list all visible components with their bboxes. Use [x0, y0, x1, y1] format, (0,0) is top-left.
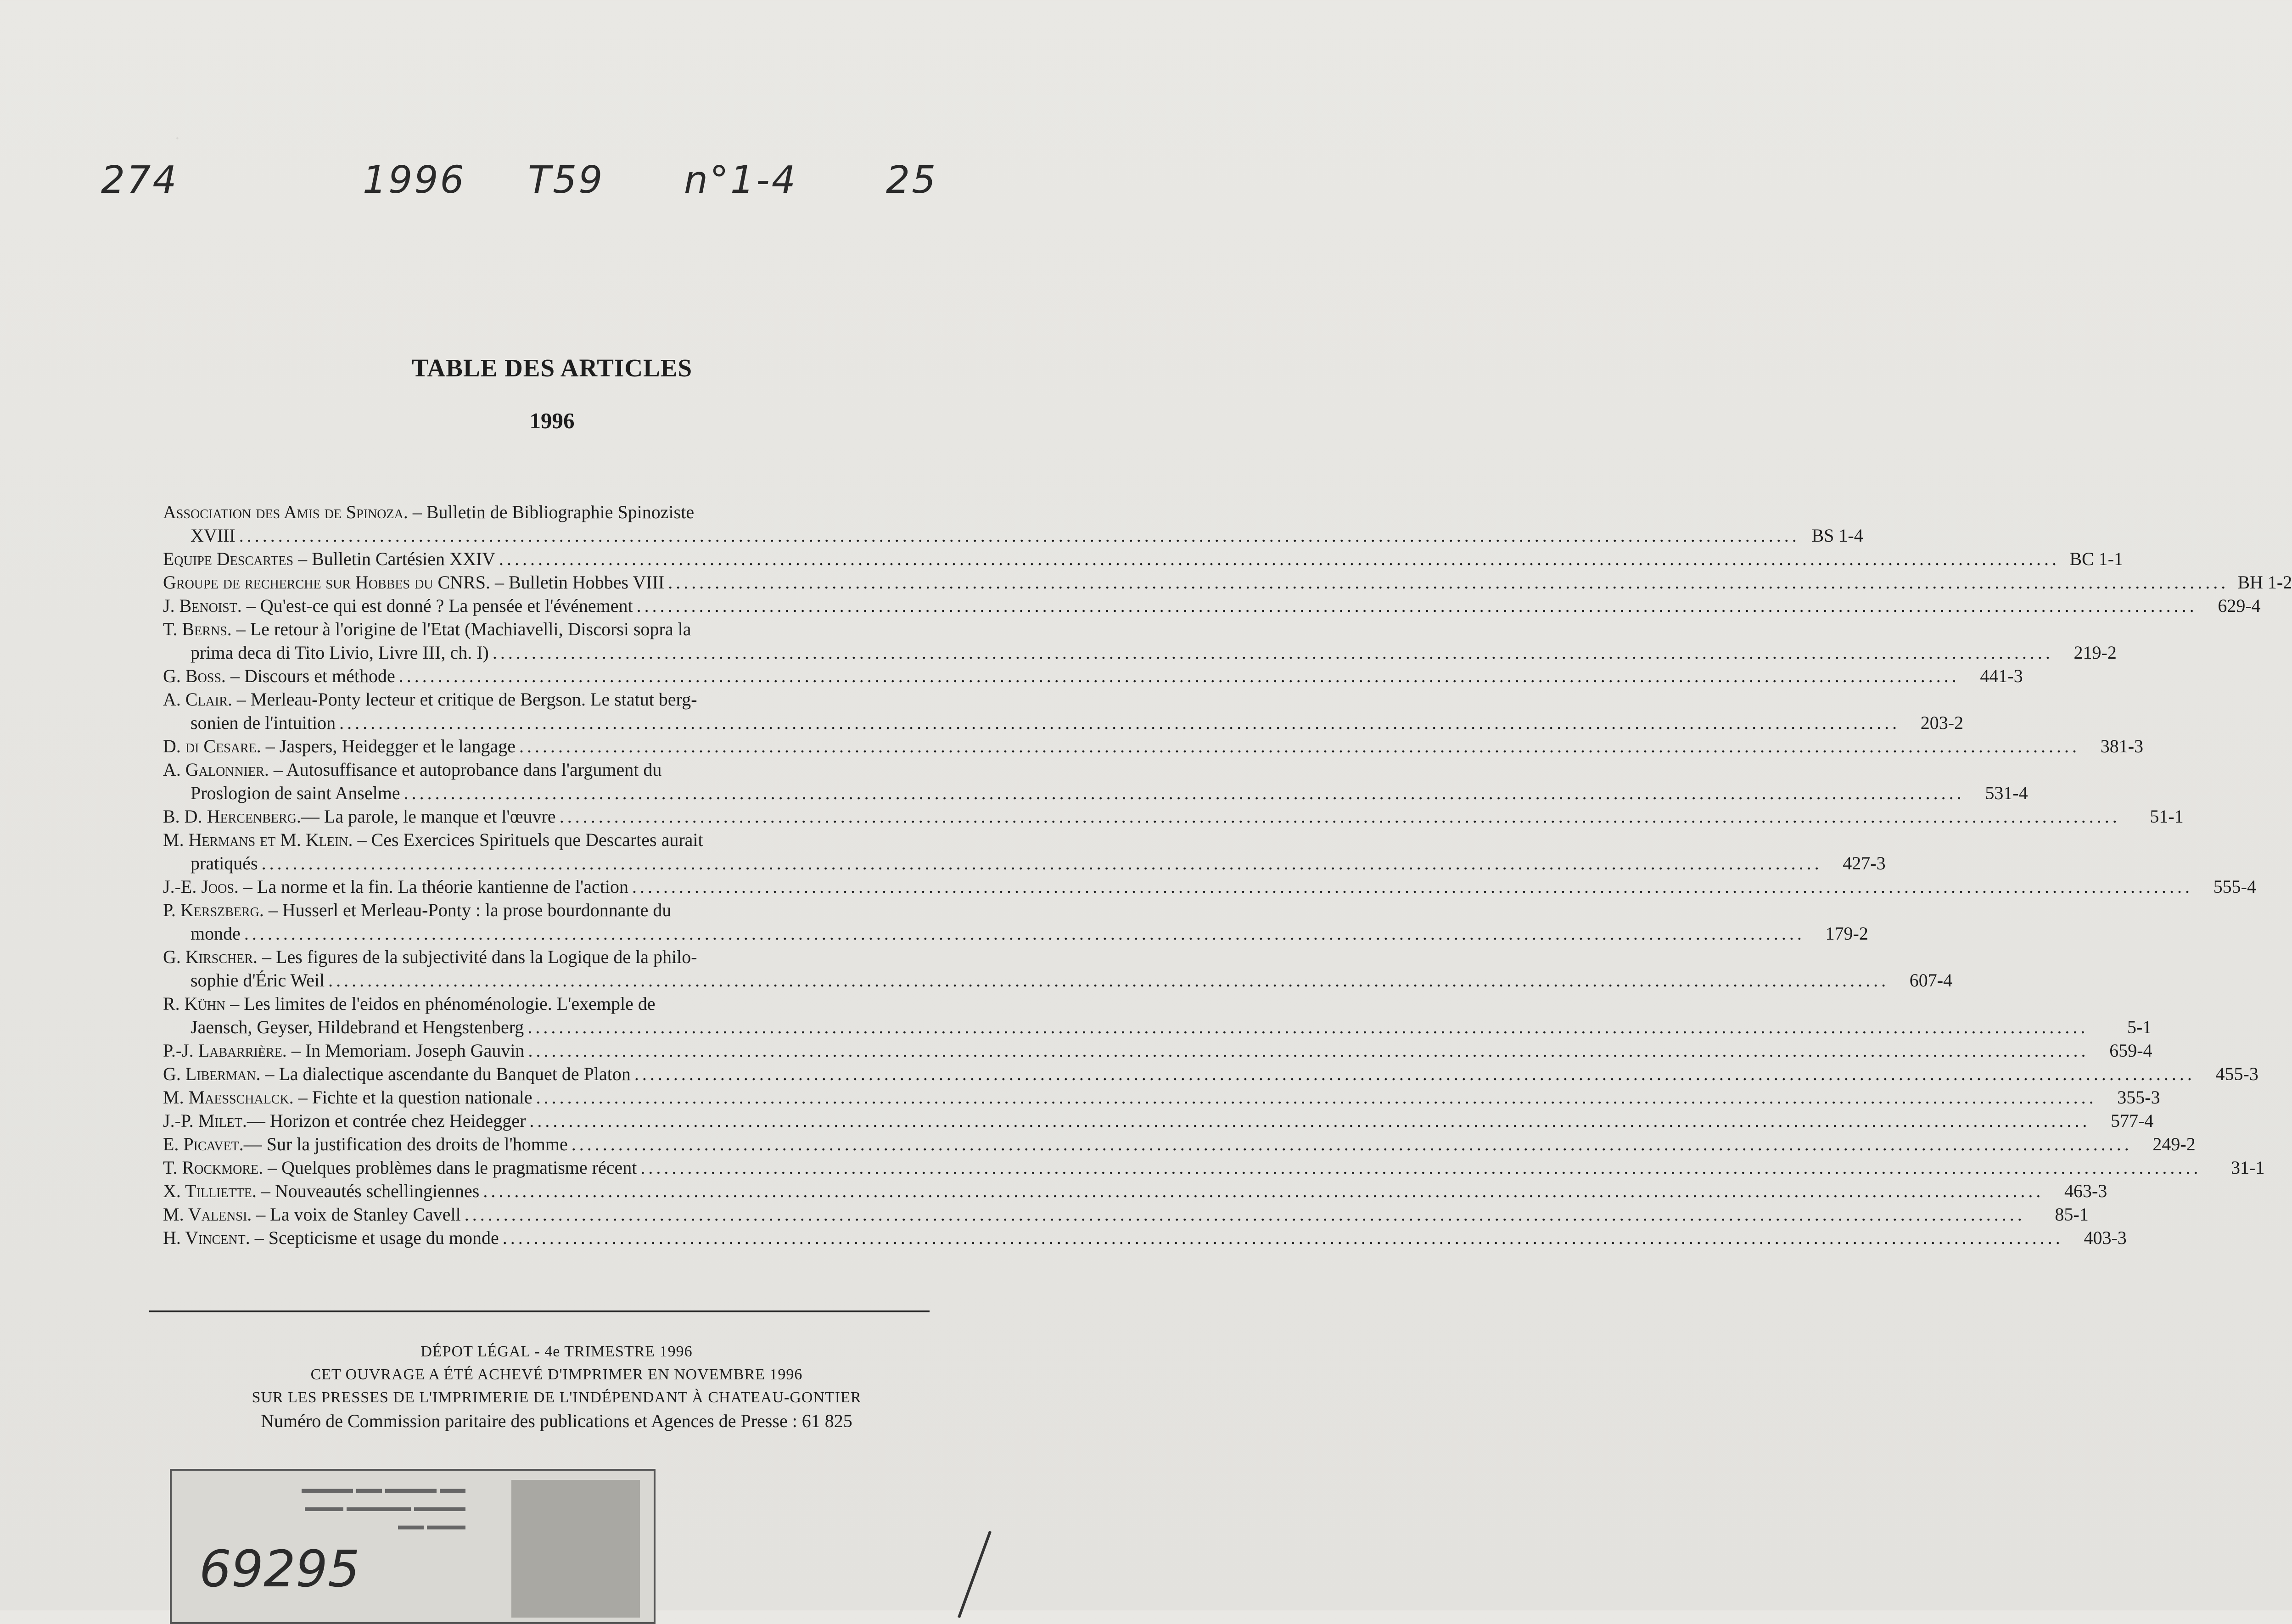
toc-author: H. Vincent.: [163, 1227, 250, 1248]
toc-page: 463-3: [2064, 1181, 2107, 1201]
toc-title: – Quelques problèmes dans le pragmatisme récent: [263, 1157, 637, 1178]
toc-leader: ........................................................................................................................................................................................................: [519, 736, 2080, 756]
toc-author: P.-J. Labarrière.: [163, 1040, 287, 1061]
toc-title: – Discours et méthode: [225, 666, 395, 686]
toc-title: — La parole, le manque et l'œuvre: [301, 806, 556, 827]
toc-title: — Sur la justification des droits de l'homme: [243, 1134, 568, 1154]
toc-page: 531-4: [1985, 783, 2028, 803]
toc-leader: ........................................................................................................................................................................................................: [527, 1017, 2089, 1037]
toc-entry: [163, 688, 1964, 734]
toc-leader: ........................................................................................................................................................................................................: [632, 876, 2193, 897]
toc-title: – La voix de Stanley Cavell: [252, 1204, 461, 1225]
toc-title-continued: pratiqués: [191, 853, 258, 874]
divider: [149, 1310, 930, 1312]
toc-entry: [163, 992, 2152, 1039]
toc-author: B. D. Hercenberg.: [163, 806, 301, 827]
toc-entry: [163, 1179, 2107, 1203]
toc-author: A. Clair.: [163, 689, 232, 710]
toc-page: 203-2: [1920, 712, 1964, 733]
toc-title: – Nouveautés schellingiennes: [256, 1181, 480, 1201]
toc-entry: [163, 945, 1953, 992]
toc-page: 5-1: [2127, 1017, 2152, 1037]
toc-title: – La dialectique ascendante du Banquet de Platon: [260, 1064, 631, 1084]
handwritten-left-number: 274: [101, 158, 179, 202]
toc-leader: ........................................................................................................................................................................................................: [403, 783, 1965, 803]
toc-entry: [163, 1132, 2196, 1156]
toc-author: J.-E. Joos.: [163, 876, 239, 897]
toc-leader: ........................................................................................................................................................................................................: [398, 666, 1960, 686]
toc-page: BS 1-4: [1811, 525, 1863, 546]
printer: SUR LES PRESSES DE L'IMPRIMERIE DE L'INDÉPENDANT À CHATEAU-GONTIER: [252, 1389, 862, 1406]
toc-leader: ........................................................................................................................................................................................................: [339, 712, 1900, 733]
toc-title: – Bulletin Cartésien XXIV: [293, 549, 496, 569]
colophon: [0, 1340, 998, 1433]
toc-entry: [163, 805, 2184, 828]
toc-title-continued: Proslogion de saint Anselme: [191, 783, 400, 803]
toc-title-continued: sophie d'Éric Weil: [191, 970, 325, 991]
toc-entry: [163, 594, 2261, 617]
toc-entry: [163, 1086, 2160, 1109]
toc-title: – Les figures de la subjectivité dans la Logique de la philo-: [258, 946, 697, 967]
toc-title-continued: prima deca di Tito Livio, Livre III, ch. I): [191, 642, 489, 663]
toc-author: M. Maesschalck.: [163, 1087, 294, 1108]
stamp-number: 69295: [199, 1540, 360, 1598]
toc-entry: [163, 617, 2117, 664]
toc-page: 381-3: [2100, 736, 2144, 756]
toc-title: – Merleau-Ponty lecteur et critique de Bergson. Le statut berg-: [232, 689, 697, 710]
toc-leader: ........................................................................................................................................................................................................: [528, 1040, 2089, 1061]
title-block: [0, 353, 998, 434]
toc-entry: [163, 828, 1886, 875]
toc-author: A. Galonnier.: [163, 759, 269, 780]
toc-title: – Bulletin de Bibliographie Spinoziste: [408, 502, 695, 522]
toc-entry: [163, 1039, 2152, 1062]
print-date: CET OUVRAGE A ÉTÉ ACHEVÉ D'IMPRIMER EN NOVEMBRE 1996: [310, 1366, 803, 1383]
toc-leader: ........................................................................................................................................................................................................: [536, 1087, 2097, 1108]
handwritten-issue-numbers: n°1-4: [684, 158, 797, 202]
toc-page: 219-2: [2073, 642, 2117, 663]
legal-deposit: DÉPOT LÉGAL - 4e TRIMESTRE 1996: [420, 1343, 693, 1360]
toc-page: 455-3: [2215, 1064, 2258, 1084]
toc-entry: [163, 547, 2124, 571]
toc-title: – Fichte et la question nationale: [293, 1087, 532, 1108]
toc-leader: ........................................................................................................................................................................................................: [464, 1204, 2025, 1225]
handwritten-right-number: 25: [886, 158, 938, 202]
toc-entry: [163, 734, 2144, 758]
toc-title: – Qu'est-ce qui est donné ? La pensée et l'événement: [241, 595, 633, 616]
toc-leader: ........................................................................................................................................................................................................: [328, 970, 1889, 991]
toc-title: – Ces Exercices Spirituels que Descartes aurait: [353, 829, 703, 850]
toc-author: Equipe Descartes: [163, 549, 294, 569]
toc-page: 607-4: [1909, 970, 1953, 991]
toc-page: 629-4: [2218, 595, 2261, 616]
toc-leader: ........................................................................................................................................................................................................: [559, 806, 2120, 827]
toc-title: – Autosuffisance et autoprobance dans l'argument du: [269, 759, 662, 780]
toc-title: – La norme et la fin. La théorie kantienne de l'action: [238, 876, 628, 897]
handwritten-tome: T59: [528, 158, 605, 202]
toc-entry: [163, 1156, 2265, 1179]
toc-author: Association des Amis de Spinoza.: [163, 502, 408, 522]
toc-title: — Horizon et contrée chez Heidegger: [247, 1110, 526, 1131]
toc-author: E. Picavet.: [163, 1134, 244, 1154]
toc-title: – Bulletin Hobbes VIII: [490, 572, 665, 593]
toc-page: 427-3: [1843, 853, 1886, 874]
toc-author: J.-P. Milet.: [163, 1110, 247, 1131]
toc-leader: ........................................................................................................................................................................................................: [640, 1157, 2202, 1178]
toc-leader: ........................................................................................................................................................................................................: [636, 595, 2197, 616]
toc-page: 659-4: [2109, 1040, 2152, 1061]
toc-page: 403-3: [2084, 1227, 2127, 1248]
toc-title: – Les limites de l'eidos en phénoménologie. L'exemple de: [225, 993, 656, 1014]
toc-leader: ........................................................................................................................................................................................................: [668, 572, 2229, 593]
toc-page: 31-1: [2231, 1157, 2265, 1178]
toc-leader: ........................................................................................................................................................................................................: [571, 1134, 2132, 1154]
toc-page: 355-3: [2117, 1087, 2160, 1108]
toc-title-continued: monde: [191, 923, 241, 944]
toc-title: – In Memoriam. Joseph Gauvin: [286, 1040, 525, 1061]
toc-entry: [163, 1109, 2154, 1132]
toc-leader: ........................................................................................................................................................................................................: [483, 1181, 2044, 1201]
toc-author: R. Kühn: [163, 993, 226, 1014]
toc-page: 51-1: [2150, 806, 2184, 827]
toc-title: – Scepticisme et usage du monde: [250, 1227, 499, 1248]
toc-leader: ........................................................................................................................................................................................................: [492, 642, 2053, 663]
toc-author: D. di Cesare.: [163, 736, 261, 756]
toc-entry: [163, 898, 1868, 945]
toc-title: – Le retour à l'origine de l'Etat (Machiavelli, Discorsi sopra la: [231, 619, 691, 639]
toc-page: BC 1-1: [2069, 549, 2124, 569]
toc-title-continued: XVIII: [191, 525, 235, 546]
toc-leader: ........................................................................................................................................................................................................: [499, 549, 2060, 569]
toc-author: X. Tilliette.: [163, 1181, 257, 1201]
toc-author: G. Boss.: [163, 666, 226, 686]
toc-entry: [163, 1203, 2089, 1226]
toc-title: – Jaspers, Heidegger et le langage: [261, 736, 516, 756]
toc-page: 577-4: [2111, 1110, 2154, 1131]
toc-title-continued: Jaensch, Geyser, Hildebrand et Hengstenberg: [191, 1017, 524, 1037]
page-title: TABLE DES ARTICLES: [411, 354, 693, 382]
toc-leader: ........................................................................................................................................................................................................: [502, 1227, 2063, 1248]
toc-leader: ........................................................................................................................................................................................................: [239, 525, 1800, 546]
toc-entry: [163, 1062, 2258, 1086]
toc-author: T. Rockmore.: [163, 1157, 263, 1178]
scan-mark: [958, 1531, 992, 1618]
commission-number: Numéro de Commission paritaire des publications et Agences de Presse : 61 825: [261, 1411, 852, 1431]
toc-title: – Husserl et Merleau-Ponty : la prose bourdonnante du: [263, 900, 672, 920]
toc-author: Groupe de recherche sur Hobbes du CNRS.: [163, 572, 490, 593]
toc-entry: [163, 875, 2256, 898]
toc-page: 249-2: [2152, 1134, 2196, 1154]
toc-author: M. Valensi.: [163, 1204, 252, 1225]
toc-page: 179-2: [1825, 923, 1868, 944]
toc-leader: ........................................................................................................................................................................................................: [634, 1064, 2195, 1084]
stamp-photo: [511, 1480, 640, 1618]
toc-entry: [163, 500, 1863, 547]
toc-author: T. Berns.: [163, 619, 232, 639]
article-table: [163, 500, 2292, 1249]
toc-author: P. Kerszberg.: [163, 900, 264, 920]
toc-page: 441-3: [1980, 666, 2023, 686]
toc-author: M. Hermans et M. Klein.: [163, 829, 353, 850]
toc-entry: [163, 1226, 2127, 1249]
toc-entry: [163, 571, 2292, 594]
handwritten-year: 1996: [363, 158, 466, 202]
toc-page: 555-4: [2213, 876, 2256, 897]
toc-entry: [163, 664, 2023, 688]
toc-leader: ........................................................................................................................................................................................................: [261, 853, 1822, 874]
toc-page: BH 1-2: [2237, 572, 2292, 593]
toc-entry: [163, 758, 2028, 805]
toc-author: J. Benoist.: [163, 595, 242, 616]
stamp-arabic-text: ▬▬ ▬▬▬▬ ▬▬ ▬▬▬▬ ▬▬▬▬ ▬▬▬▬▬ ▬▬▬ ▬▬▬ ▬▬: [302, 1482, 465, 1533]
toc-author: G. Kirscher.: [163, 946, 258, 967]
toc-leader: ........................................................................................................................................................................................................: [529, 1110, 2090, 1131]
toc-leader: ........................................................................................................................................................................................................: [244, 923, 1805, 944]
toc-page: 85-1: [2055, 1204, 2089, 1225]
toc-title-continued: sonien de l'intuition: [191, 712, 336, 733]
page-year: 1996: [529, 408, 575, 433]
library-stamp: [170, 1469, 656, 1624]
toc-author: G. Liberman.: [163, 1064, 261, 1084]
